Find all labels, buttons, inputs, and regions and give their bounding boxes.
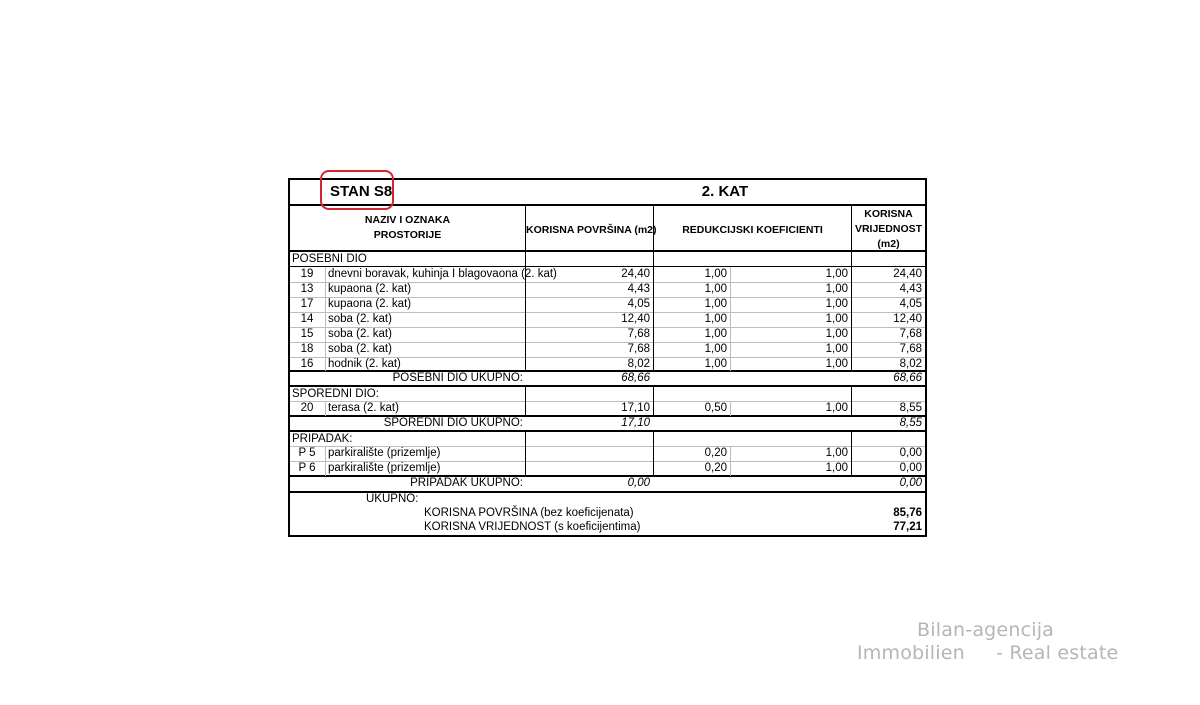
table-row [290,297,925,312]
apartment-area-table [288,178,927,537]
table-row [290,282,925,297]
row-area: 4,43 [627,283,650,295]
row-number: 13 [300,283,314,295]
summary-label: UKUPNO: [366,493,419,505]
section-label-posebni: POSEBNI DIO [292,253,367,265]
header-name-line1: NAZIV I OZNAKA [364,214,451,226]
table-row [290,446,925,461]
header-row [290,206,925,254]
row-value: 8,55 [899,402,922,414]
header-name-line2: PROSTORIJE [373,229,442,241]
row-coef-2: 1,00 [825,462,848,474]
row-number: P 5 [298,447,316,459]
header-name [290,206,525,254]
summary-value-value: 77,21 [893,521,922,533]
row-number: 17 [300,298,314,310]
row-area: 24,40 [621,268,650,280]
row-room-name: soba (2. kat) [328,343,392,355]
row-coef-2: 1,00 [825,313,848,325]
header-value-line2: VRIJEDNOST [854,223,923,235]
total-label: PRIPADAK UKUPNO: [410,477,523,489]
row-area: 17,10 [621,402,650,414]
row-coef-1: 1,00 [704,268,727,280]
unit-highlight-circle [320,170,394,210]
row-room-name: parkiralište (prizemlje) [328,462,441,474]
watermark-line1: Bilan-agencija [917,619,1055,641]
row-number: 19 [300,268,314,280]
table-row [290,267,925,282]
row-number: 20 [300,402,314,414]
row-coef-1: 1,00 [704,343,727,355]
row-value: 4,05 [899,298,922,310]
row-value: 24,40 [893,268,922,280]
summary-area-label: KORISNA POVRŠINA (bez koeficijenata) [424,507,634,519]
row-coef-1: 1,00 [704,298,727,310]
row-coef-1: 0,20 [704,447,727,459]
row-room-name: hodnik (2. kat) [328,358,401,370]
row-coef-1: 1,00 [704,358,727,370]
row-coef-2: 1,00 [825,402,848,414]
row-area: 12,40 [621,313,650,325]
section-label-sporedni: SPOREDNI DIO: [292,388,379,400]
total-label: SPOREDNI DIO UKUPNO: [383,417,523,429]
row-area [526,446,653,461]
table-row [290,327,925,342]
section-label-row [290,432,925,446]
summary-area-value: 85,76 [893,507,922,519]
row-coef-2: 1,00 [825,358,848,370]
header-value [852,206,925,254]
watermark-line2: Immobilien - Real estate [857,642,1119,664]
row-room-name: soba (2. kat) [328,313,392,325]
row-room-name: dnevni boravak, kuhinja I blagovaona (2. kat) [328,268,557,280]
row-value: 0,00 [899,462,922,474]
row-value: 7,68 [899,328,922,340]
row-number: 15 [300,328,314,340]
row-number: 14 [300,313,314,325]
floor-title: 2. KAT [701,183,749,200]
row-area [526,461,653,476]
row-number: 16 [300,358,314,370]
row-coef-1: 0,20 [704,462,727,474]
row-value: 8,02 [899,358,922,370]
row-value: 4,43 [899,283,922,295]
summary-block [290,492,925,536]
total-area: 0,00 [627,477,650,489]
posebni-total-row [290,371,925,386]
row-area: 8,02 [627,358,650,370]
total-value: 68,66 [893,372,922,384]
row-coef-1: 0,50 [704,402,727,414]
row-coef-1: 1,00 [704,283,727,295]
sporedni-total-row [290,416,925,431]
row-area: 7,68 [627,343,650,355]
row-coef-2: 1,00 [825,268,848,280]
total-area: 68,66 [621,372,650,384]
total-value: 0,00 [899,477,922,489]
pripadak-total-row [290,476,925,491]
header-value-line1: KORISNA [864,208,913,220]
row-area: 4,05 [627,298,650,310]
total-value: 8,55 [899,417,922,429]
row-value: 7,68 [899,343,922,355]
row-room-name: kupaona (2. kat) [328,283,412,295]
total-label: POSEBNI DIO UKUPNO: [392,372,523,384]
total-area: 17,10 [621,417,650,429]
table-row [290,461,925,476]
row-coef-2: 1,00 [825,328,848,340]
table-row [290,342,925,357]
section-label-row [290,387,925,401]
row-coef-2: 1,00 [825,447,848,459]
row-room-name: terasa (2. kat) [328,402,399,414]
header-value-line3: (m2) [877,238,900,250]
row-coef-1: 1,00 [704,313,727,325]
row-room-name: parkiralište (prizemlje) [328,447,441,459]
row-value: 12,40 [893,313,922,325]
section-label-pripadak: PRIPADAK: [292,433,353,445]
row-value: 0,00 [899,447,922,459]
row-number: P 6 [298,462,316,474]
header-coefficients: REDUKCIJSKI KOEFICIENTI [682,224,823,236]
row-room-name: soba (2. kat) [328,328,392,340]
header-area: KORISNA POVRŠINA (m2) [526,224,657,236]
table-row [290,401,925,416]
row-coef-2: 1,00 [825,283,848,295]
unit-title: STAN S8 [330,183,393,200]
section-label-row [290,252,925,266]
row-coef-1: 1,00 [704,328,727,340]
summary-value-label: KORISNA VRIJEDNOST (s koeficijentima) [424,521,641,533]
table-row [290,312,925,327]
row-room-name: kupaona (2. kat) [328,298,412,310]
row-coef-2: 1,00 [825,343,848,355]
row-coef-2: 1,00 [825,298,848,310]
row-area: 7,68 [627,328,650,340]
row-number: 18 [300,343,314,355]
